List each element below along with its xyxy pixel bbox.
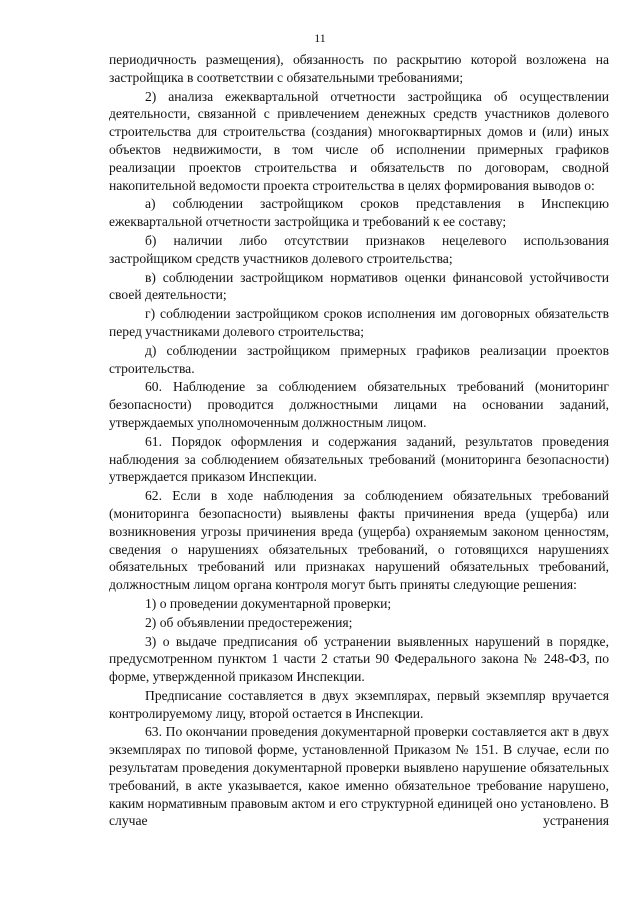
paragraph-subitem-a: а) соблюдении застройщиком сроков представления в Инспекцию ежеквартальной отчетности застройщика и требований к ее составу; bbox=[109, 196, 609, 230]
paragraph-prescription: Предписание составляется в двух экземплярах, первый экземпляр вручается контролируемому лицу, второй остается в Инспекции. bbox=[109, 687, 609, 721]
paragraph-continuation: периодичность размещения), обязанность по раскрытию которой возложена на застройщика в соответствии с обязательными требованиями; bbox=[109, 52, 609, 85]
paragraph-decision-2: 2) об объявлении предостережения; bbox=[145, 614, 353, 630]
paragraph-decision-1: 1) о проведении документарной проверки; bbox=[145, 595, 392, 611]
paragraph-63: 63. По окончании проведения документарной проверки составляется акт в двух экземплярах по типовой форме, установленной Приказом № 151. В случае, если по результатам проведения документарной проверки выявлено нарушение обязательных требований, в акте указывается, какое именно обязательное требование нарушено, каким нормативным правовым актом и его структурной единицей оно установлено. В случае устранения bbox=[109, 724, 609, 829]
page-number: 11 bbox=[314, 31, 326, 45]
document-body bbox=[109, 51, 609, 830]
paragraph-subitem-g: г) соблюдении застройщиком сроков исполнения им договорных обязательств перед участниками долевого строительства; bbox=[109, 306, 609, 339]
paragraph-subitem-d: д) соблюдении застройщиком примерных графиков реализации проектов строительства. bbox=[109, 342, 609, 376]
paragraph-subitem-v: в) соблюдении застройщиком нормативов оценки финансовой устойчивости своей деятельности; bbox=[109, 269, 609, 303]
paragraph-subitem-b: б) наличии либо отсутствии признаков нецелевого использования застройщиком средств участников долевого строительства; bbox=[109, 232, 609, 266]
paragraph-62: 62. Если в ходе наблюдения за соблюдением обязательных требований (мониторинга безопасности) выявлены факты причинения вреда (ущерба) или возникновения угрозы причинения вреда (ущерба) охраняемым законом ценностям, сведения о нарушениях обязательных требований, о готовящихся нарушениях обязательных требований или признаках нарушений обязательных требований, должностным лицом органа контроля могут быть приняты следующие решения: bbox=[109, 488, 609, 593]
paragraph-60: 60. Наблюдение за соблюдением обязательных требований (мониторинг безопасности) проводится должностными лицами на основании заданий, утверждаемых уполномоченным должностным лицом. bbox=[109, 379, 609, 430]
paragraph-item-2: 2) анализа ежеквартальной отчетности застройщика об осуществлении деятельности, связанной с привлечением денежных средств участников долевого строительства для строительства (создания) многоквартирных домов и (или) иных объектов недвижимости, в том числе об исполнении примерных графиков реализации проектов строительства и обязательств по договорам, сводной накопительной ведомости проекта строительства в целях формирования выводов о: bbox=[109, 88, 609, 193]
paragraph-61: 61. Порядок оформления и содержания заданий, результатов проведения наблюдения за соблюдением обязательных требований (мониторинга безопасности) утверждается приказом Инспекции. bbox=[109, 433, 609, 485]
paragraph-decision-3: 3) о выдаче предписания об устранении выявленных нарушений в порядке, предусмотренном пунктом 1 части 2 статьи 90 Федерального закона № 248-ФЗ, по форме, утвержденной приказом Инспекции. bbox=[109, 633, 609, 685]
